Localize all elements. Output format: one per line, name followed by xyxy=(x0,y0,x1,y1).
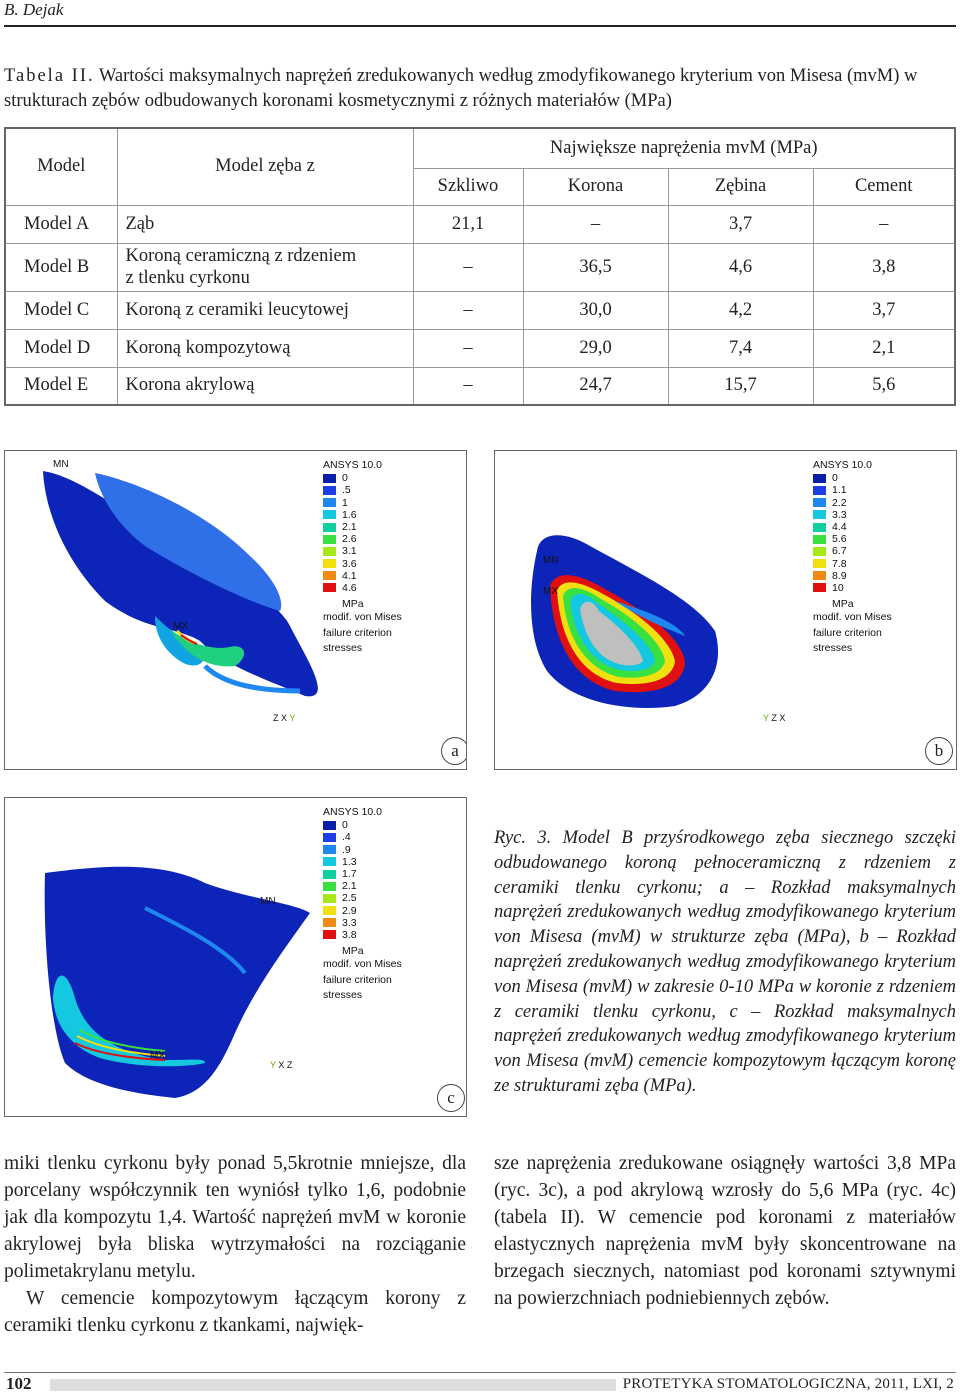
col-header-model: Model xyxy=(5,128,117,205)
legend-c xyxy=(323,806,402,1004)
table-cell-model: Model C xyxy=(5,291,117,329)
legend-item: 0 xyxy=(813,472,892,484)
legend-item: 10 xyxy=(813,582,892,594)
legend-criterion: modif. von Mises failure criterion stresses xyxy=(323,958,402,1002)
table-cell-value: 5,6 xyxy=(813,367,955,405)
table-cell-model: Model B xyxy=(5,243,117,291)
table-caption xyxy=(4,64,956,114)
table-cell-desc-line2: z tlenku cyrkonu xyxy=(125,268,250,288)
legend-item: 7.8 xyxy=(813,558,892,570)
legend-software: ANSYS 10.0 xyxy=(323,459,382,471)
table-cell-value: – xyxy=(413,243,523,291)
table-cell-value: 30,0 xyxy=(523,291,668,329)
table-cell-value: 3,8 xyxy=(813,243,955,291)
table-cell-desc-line1: Koroną ceramiczną z rdzeniem xyxy=(125,246,357,266)
mesh-label-min: MN xyxy=(53,459,69,470)
col-header-group: Największe naprężenia mvM (MPa) xyxy=(413,128,955,168)
paragraph: miki tlenku cyrkonu były ponad 5,5krotnie mniejsze, dla porcelany współczynnik ten wyniósł tylko 1,6, podobnie jak dla kompozytu 1,4. Wartość naprężeń mvM w koronie akrylowej była bliska wytrzymałości na rozciąganie polimetakrylanu metylu. xyxy=(4,1153,466,1282)
table-cell-value: 3,7 xyxy=(813,291,955,329)
legend-criterion: modif. von Mises failure criterion stresses xyxy=(813,611,892,655)
legend-item: 1.1 xyxy=(813,484,892,496)
table-cell-value: 36,5 xyxy=(523,243,668,291)
panel-label-b: b xyxy=(925,737,953,765)
legend-item: .5 xyxy=(323,484,402,496)
figure-c xyxy=(4,797,467,1117)
table-cell-value: 4,6 xyxy=(668,243,813,291)
legend-unit: MPa xyxy=(342,598,364,611)
legend-item: 2.1 xyxy=(323,521,402,533)
table-cell-value: 4,2 xyxy=(668,291,813,329)
mesh-label-min: MN xyxy=(543,555,559,566)
legend-item: 4.4 xyxy=(813,521,892,533)
legend-item: 6.7 xyxy=(813,545,892,557)
legend-item: 3.6 xyxy=(323,558,402,570)
table-cell-value: 7,4 xyxy=(668,329,813,367)
legend-item: 0 xyxy=(323,472,402,484)
journal-name: PROTETYKA STOMATOLOGICZNA, 2011, LXI, 2 xyxy=(622,1376,954,1392)
table-cell-desc: Ząb xyxy=(117,205,413,243)
legend-item: 4.1 xyxy=(323,570,402,582)
table-cell-model: Model D xyxy=(5,329,117,367)
mesh-label-max: MX xyxy=(150,1050,165,1061)
table-caption-text: Wartości maksymalnych naprężeń zredukowanych według zmodyfikowanego kryterium von Misesa (mvM) w strukturach zębów odbudowanych koronami kosmetycznymi z różnych materiałów (MPa) xyxy=(4,66,918,111)
paragraph: W cemencie kompozytowym łączącym korony z ceramiki tlenku cyrkonu z tkankami, najwięk- xyxy=(4,1288,466,1336)
table-cell-desc: Koroną z ceramiki leucytowej xyxy=(117,291,413,329)
legend-item: .9 xyxy=(323,844,402,856)
footer-bar xyxy=(50,1379,616,1391)
page-number: 102 xyxy=(6,1374,32,1393)
body-left-column xyxy=(4,1150,466,1339)
legend-item: 2.6 xyxy=(323,533,402,545)
legend-item: 3.1 xyxy=(323,545,402,557)
legend-a xyxy=(323,459,402,657)
mesh-label-max: MX xyxy=(173,621,188,632)
table-cell-value: – xyxy=(813,205,955,243)
table-cell-model: Model A xyxy=(5,205,117,243)
table-cell-value: 21,1 xyxy=(413,205,523,243)
axis-triad: Z X Y xyxy=(273,713,296,723)
stress-table xyxy=(4,127,956,406)
table-cell-desc xyxy=(117,243,413,291)
col-header-enamel: Szkliwo xyxy=(413,168,523,205)
panel-label-c: c xyxy=(437,1084,465,1112)
legend-item: 3.3 xyxy=(813,509,892,521)
table-cell-value: 3,7 xyxy=(668,205,813,243)
table-cell-value: 15,7 xyxy=(668,367,813,405)
legend-software: ANSYS 10.0 xyxy=(323,806,382,818)
mesh-label-max: MX xyxy=(543,586,558,597)
legend-item: .4 xyxy=(323,831,402,843)
legend-item: 2.9 xyxy=(323,905,402,917)
table-cell-desc: Korona akrylową xyxy=(117,367,413,405)
table-cell-value: 2,1 xyxy=(813,329,955,367)
panel-label-a: a xyxy=(441,737,467,765)
legend-item: 1 xyxy=(323,497,402,509)
legend-software: ANSYS 10.0 xyxy=(813,459,872,471)
col-header-crown: Korona xyxy=(523,168,668,205)
col-header-tooth-model: Model zęba z xyxy=(117,128,413,205)
figure-caption: Ryc. 3. Model B przyśrodkowego zęba siecznego szczęki odbudowanego koroną pełnoceramiczną z rdzeniem z ceramiki tlenku cyrkonu; a – Rozkład maksymalnych naprężeń zredukowanych według zmodyfikowanego kryterium von Misesa (mvM) w strukturze zęba (MPa), b – Rozkład naprężeń zredukowanych według zmodyfikowanego kryterium von Misesa (mvM) w zakresie 0-10 MPa w koronie z rdzeniem z ceramiki tlenku cyrkonu, c – Rozkład maksymalnych naprężeń zredukowanych według zmodyfikowanego kryterium von Misesa (mvM) cemencie kompozytowym łączącym koronę ze strukturami zęba (MPa). xyxy=(494,828,956,1096)
col-header-cement: Cement xyxy=(813,168,955,205)
running-head: B. Dejak xyxy=(4,0,64,19)
axis-triad: Y Z X xyxy=(763,713,786,723)
legend-item: 2.1 xyxy=(323,880,402,892)
page-footer xyxy=(4,1374,956,1394)
col-header-dentin: Zębina xyxy=(668,168,813,205)
legend-item: 1.6 xyxy=(323,509,402,521)
legend-item: 8.9 xyxy=(813,570,892,582)
legend-b xyxy=(813,459,892,657)
legend-item: 3.3 xyxy=(323,917,402,929)
legend-item: 4.6 xyxy=(323,582,402,594)
legend-item: 2.5 xyxy=(323,892,402,904)
legend-item: 3.8 xyxy=(323,929,402,941)
legend-item: 1.7 xyxy=(323,868,402,880)
table-cell-value: 24,7 xyxy=(523,367,668,405)
axis-triad: Y X Z xyxy=(270,1060,293,1070)
table-cell-value: 29,0 xyxy=(523,329,668,367)
paragraph: sze naprężenia zredukowane osiągnęły wartości 3,8 MPa (ryc. 3c), a pod akrylową wzrosły do 5,6 MPa (ryc. 4c) (tabela II). W cemencie pod koronami z materiałów elastycznych naprężenia mvM były skoncentrowane na brzegach siecznych, natomiast pod koronami sztywnymi na powierzchniach podniebiennych zębów. xyxy=(494,1153,956,1309)
table-cell-value: – xyxy=(523,205,668,243)
legend-unit: MPa xyxy=(342,945,364,958)
legend-item: 5.6 xyxy=(813,533,892,545)
legend-item: 2.2 xyxy=(813,497,892,509)
table-cell-desc: Koroną kompozytową xyxy=(117,329,413,367)
table-cell-value: – xyxy=(413,329,523,367)
mesh-label-min: MN xyxy=(260,896,276,907)
table-cell-value: – xyxy=(413,367,523,405)
table-label: Tabela II. xyxy=(4,66,95,86)
legend-unit: MPa xyxy=(832,598,854,611)
table-cell-value: – xyxy=(413,291,523,329)
footer-rule xyxy=(4,1372,956,1373)
legend-criterion: modif. von Mises failure criterion stresses xyxy=(323,611,402,655)
figure-b xyxy=(494,450,957,770)
body-right-column xyxy=(494,1150,956,1312)
table-cell-model: Model E xyxy=(5,367,117,405)
header-rule xyxy=(4,25,956,27)
legend-item: 0 xyxy=(323,819,402,831)
figure-a xyxy=(4,450,467,770)
legend-item: 1.3 xyxy=(323,856,402,868)
